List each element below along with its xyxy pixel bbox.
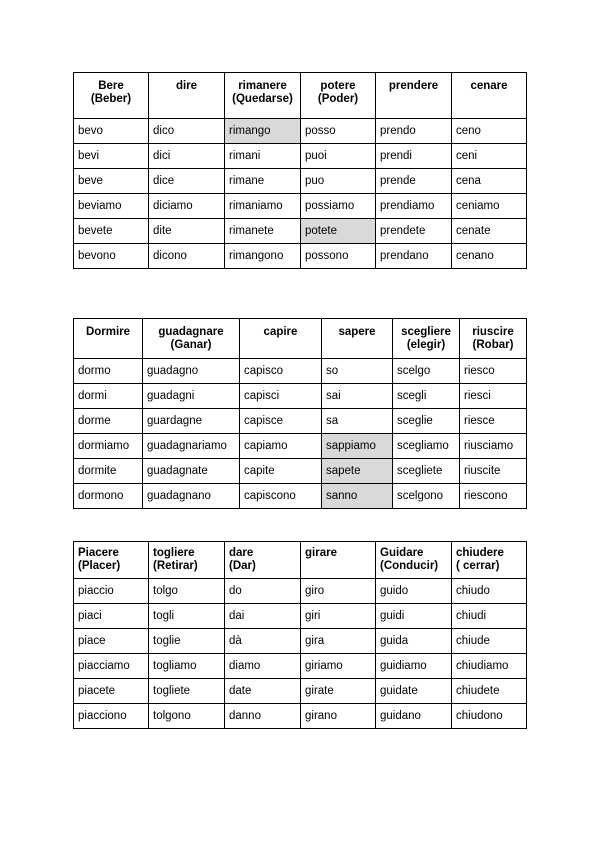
table-row: [74, 144, 527, 169]
table-cell: prendo: [376, 119, 452, 144]
header-cell: girare: [301, 542, 376, 579]
table-cell: ceniamo: [452, 194, 527, 219]
table-cell: guadagno: [143, 359, 240, 384]
table-header-row: [74, 319, 527, 359]
table-cell: scegliamo: [393, 434, 460, 459]
table-cell: do: [225, 579, 301, 604]
table-cell-highlighted: potete: [301, 219, 376, 244]
table-cell: scegliete: [393, 459, 460, 484]
table-cell: capite: [240, 459, 322, 484]
table-cell: piacciono: [74, 704, 149, 729]
table-cell: capiamo: [240, 434, 322, 459]
table-cell: piacete: [74, 679, 149, 704]
table-cell: scelgono: [393, 484, 460, 509]
table-cell: sa: [322, 409, 393, 434]
table-row: [74, 169, 527, 194]
table-cell: riesce: [460, 409, 527, 434]
header-cell: Guidare (Conducir): [376, 542, 452, 579]
table-row: [74, 219, 527, 244]
table-cell: prende: [376, 169, 452, 194]
table-cell: beviamo: [74, 194, 149, 219]
table-header-row: [74, 542, 527, 579]
header-cell: scegliere (elegir): [393, 319, 460, 359]
table-cell: chiude: [452, 629, 527, 654]
table-cell-highlighted: sappiamo: [322, 434, 393, 459]
table-cell: tolgono: [149, 704, 225, 729]
table-cell: dicono: [149, 244, 225, 269]
table-cell: guidate: [376, 679, 452, 704]
table-cell: dormono: [74, 484, 143, 509]
table-cell: diamo: [225, 654, 301, 679]
table-cell: riesci: [460, 384, 527, 409]
header-cell: Bere (Beber): [74, 73, 149, 119]
table-cell: bevono: [74, 244, 149, 269]
table-cell: dice: [149, 169, 225, 194]
table-cell: rimane: [225, 169, 301, 194]
header-cell: dire: [149, 73, 225, 119]
table-row: [74, 484, 527, 509]
table-cell: puo: [301, 169, 376, 194]
table-cell: giro: [301, 579, 376, 604]
table-row: [74, 654, 527, 679]
table-cell-highlighted: rimango: [225, 119, 301, 144]
header-cell: potere (Poder): [301, 73, 376, 119]
table-cell: giri: [301, 604, 376, 629]
header-cell: chiudere ( cerrar): [452, 542, 527, 579]
table-cell: guidi: [376, 604, 452, 629]
table-row: [74, 244, 527, 269]
table-cell: guida: [376, 629, 452, 654]
table-row: [74, 604, 527, 629]
table-cell-highlighted: sanno: [322, 484, 393, 509]
table-row: [74, 704, 527, 729]
table-cell: dai: [225, 604, 301, 629]
table-cell: piaci: [74, 604, 149, 629]
table-cell: sceglie: [393, 409, 460, 434]
table-cell: date: [225, 679, 301, 704]
table-cell: capisco: [240, 359, 322, 384]
table-cell: ceno: [452, 119, 527, 144]
verb-table-1: [73, 72, 527, 269]
table-cell: possono: [301, 244, 376, 269]
table-cell: dici: [149, 144, 225, 169]
table-cell: dormo: [74, 359, 143, 384]
header-cell: riuscire (Robar): [460, 319, 527, 359]
table-cell: cenano: [452, 244, 527, 269]
table-cell: chiudo: [452, 579, 527, 604]
table-cell: so: [322, 359, 393, 384]
table-cell: riesco: [460, 359, 527, 384]
table-cell: guidano: [376, 704, 452, 729]
header-cell: guadagnare (Ganar): [143, 319, 240, 359]
table-cell: rimani: [225, 144, 301, 169]
table-cell: bevo: [74, 119, 149, 144]
table-cell: puoi: [301, 144, 376, 169]
table-cell: guadagnate: [143, 459, 240, 484]
table-cell: bevi: [74, 144, 149, 169]
table-cell: capisce: [240, 409, 322, 434]
table-cell: ceni: [452, 144, 527, 169]
table-cell: beve: [74, 169, 149, 194]
header-cell: togliere (Retirar): [149, 542, 225, 579]
table-cell: prendi: [376, 144, 452, 169]
table-row: [74, 119, 527, 144]
table-cell: dormi: [74, 384, 143, 409]
table-row: [74, 384, 527, 409]
table-cell: togli: [149, 604, 225, 629]
table-cell: guadagnano: [143, 484, 240, 509]
table-cell: guardagne: [143, 409, 240, 434]
table-cell: danno: [225, 704, 301, 729]
header-cell: cenare: [452, 73, 527, 119]
table-cell: diciamo: [149, 194, 225, 219]
table-row: [74, 194, 527, 219]
table-cell: capiscono: [240, 484, 322, 509]
table-cell: tolgo: [149, 579, 225, 604]
table-cell: cenate: [452, 219, 527, 244]
header-cell: Dormire: [74, 319, 143, 359]
table-cell: gira: [301, 629, 376, 654]
table-cell: guido: [376, 579, 452, 604]
table-row: [74, 459, 527, 484]
table-cell-highlighted: sapete: [322, 459, 393, 484]
table-cell: riescono: [460, 484, 527, 509]
table-row: [74, 409, 527, 434]
table-cell: toglie: [149, 629, 225, 654]
table-cell: posso: [301, 119, 376, 144]
table-cell: piaccio: [74, 579, 149, 604]
table-cell: piacciamo: [74, 654, 149, 679]
verb-table-3: [73, 541, 527, 729]
table-cell: bevete: [74, 219, 149, 244]
table-cell: prendete: [376, 219, 452, 244]
table-cell: cena: [452, 169, 527, 194]
header-cell: Piacere (Placer): [74, 542, 149, 579]
table-cell: chiudiamo: [452, 654, 527, 679]
table-cell: rimaniamo: [225, 194, 301, 219]
table-cell: chiudete: [452, 679, 527, 704]
header-cell: sapere: [322, 319, 393, 359]
table-cell: possiamo: [301, 194, 376, 219]
table-cell: riusciamo: [460, 434, 527, 459]
table-cell: girate: [301, 679, 376, 704]
table-row: [74, 359, 527, 384]
table-cell: guadagnariamo: [143, 434, 240, 459]
table-cell: togliete: [149, 679, 225, 704]
table-cell: dorme: [74, 409, 143, 434]
table-cell: chiudi: [452, 604, 527, 629]
table-cell: dormiamo: [74, 434, 143, 459]
table-cell: chiudono: [452, 704, 527, 729]
table-row: [74, 434, 527, 459]
header-cell: prendere: [376, 73, 452, 119]
table-cell: capisci: [240, 384, 322, 409]
verb-table-2: [73, 318, 527, 509]
table-row: [74, 579, 527, 604]
table-cell: giriamo: [301, 654, 376, 679]
table-cell: togliamo: [149, 654, 225, 679]
header-cell: capire: [240, 319, 322, 359]
table-cell: guadagni: [143, 384, 240, 409]
table-cell: sai: [322, 384, 393, 409]
header-cell: dare (Dar): [225, 542, 301, 579]
table-cell: prendiamo: [376, 194, 452, 219]
table-cell: rimangono: [225, 244, 301, 269]
table-row: [74, 679, 527, 704]
table-cell: scelgo: [393, 359, 460, 384]
table-cell: dico: [149, 119, 225, 144]
table-header-row: [74, 73, 527, 119]
table-cell: dite: [149, 219, 225, 244]
table-row: [74, 629, 527, 654]
table-cell: dà: [225, 629, 301, 654]
table-cell: dormite: [74, 459, 143, 484]
table-cell: guidiamo: [376, 654, 452, 679]
table-cell: prendano: [376, 244, 452, 269]
table-cell: scegli: [393, 384, 460, 409]
table-cell: rimanete: [225, 219, 301, 244]
header-cell: rimanere (Quedarse): [225, 73, 301, 119]
table-cell: girano: [301, 704, 376, 729]
table-cell: piace: [74, 629, 149, 654]
table-cell: riuscite: [460, 459, 527, 484]
